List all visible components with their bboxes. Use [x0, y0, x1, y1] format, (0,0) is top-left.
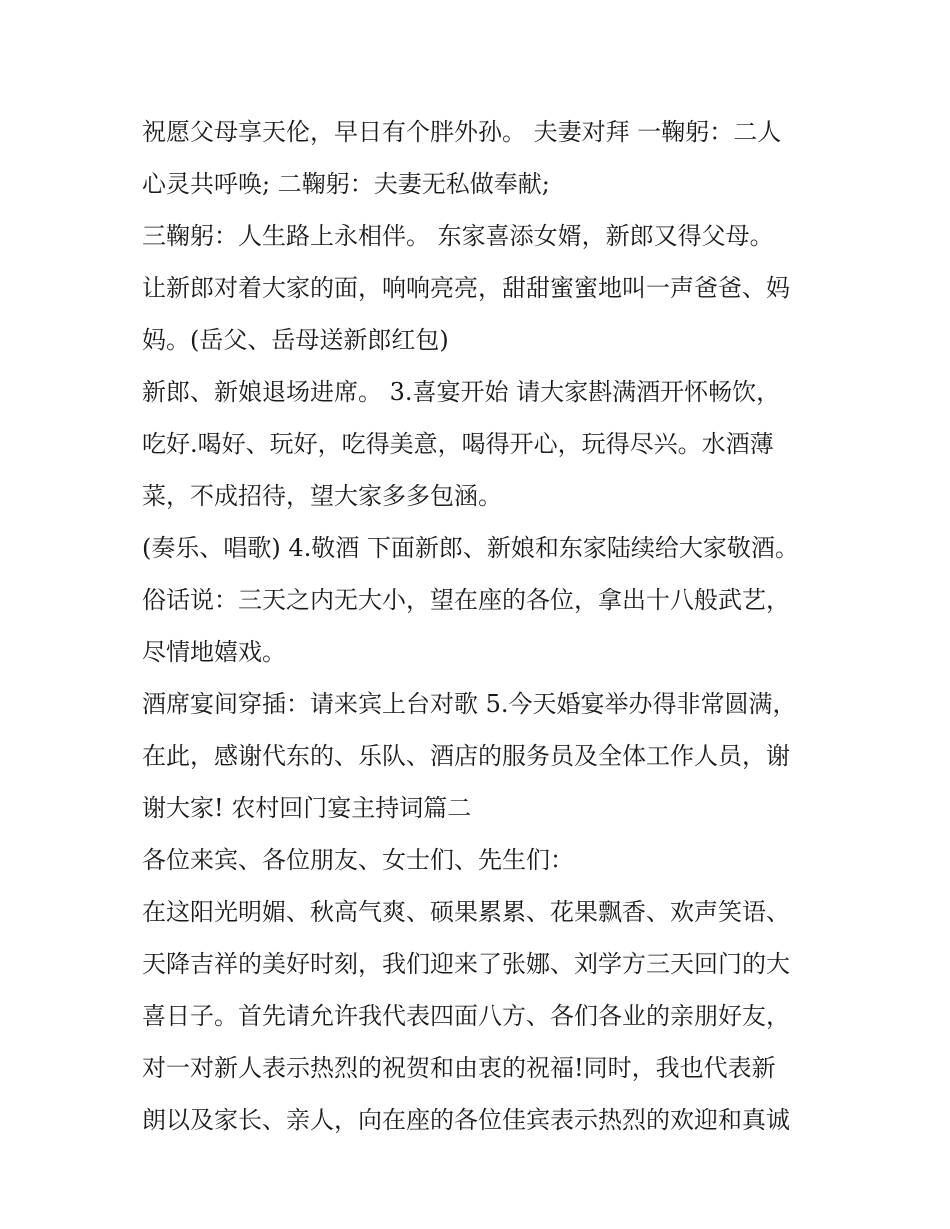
text-line: 谢大家! 农村回门宴主持词篇二 [142, 794, 472, 822]
text-line: 在此，感谢代东的、乐队、酒店的服务员及全体工作人员，谢 [142, 742, 790, 770]
text-line: 在这阳光明媚、秋高气爽、硕果累累、花果飘香、欢声笑语、 [142, 898, 790, 926]
text-line: 吃好.喝好、玩好，吃得美意，喝得开心，玩得尽兴。水酒薄 [142, 430, 774, 458]
text-line: 新郎、新娘退场进席。 3.喜宴开始 请大家斟满酒开怀畅饮， [142, 378, 781, 406]
text-line: 对一对新人表示热烈的祝贺和由衷的祝福!同时，我也代表新 [142, 1054, 776, 1082]
text-line: 喜日子。首先请允许我代表四面八方、各们各业的亲朋好友， [142, 1002, 790, 1030]
text-line: 各位来宾、各位朋友、女士们、先生们： [142, 846, 574, 874]
text-line: 天降吉祥的美好时刻，我们迎来了张娜、刘学方三天回门的大 [142, 950, 790, 978]
text-line: 酒席宴间穿插：请来宾上台对歌 5.今天婚宴举办得非常圆满， [142, 690, 797, 718]
text-line: 妈。(岳父、岳母送新郎红包) [142, 326, 449, 354]
document-body [142, 106, 822, 1146]
text-line: 朗以及家长、亲人，向在座的各位佳宾表示热烈的欢迎和真诚 [142, 1106, 790, 1134]
text-line: (奏乐、唱歌) 4.敬酒 下面新郎、新娘和东家陆续给大家敬酒。 [142, 534, 799, 562]
text-line: 祝愿父母享天伦，早日有个胖外孙。 夫妻对拜 一鞠躬：二人 [142, 118, 782, 146]
text-line: 三鞠躬：人生路上永相伴。 东家喜添女婿，新郎又得父母。 [142, 222, 774, 250]
text-line: 俗话说：三天之内无大小，望在座的各位，拿出十八般武艺， [142, 586, 790, 614]
text-line: 心灵共呼唤; 二鞠躬：夫妻无私做奉献; [142, 170, 550, 198]
text-line: 让新郎对着大家的面，响响亮亮，甜甜蜜蜜地叫一声爸爸、妈 [142, 274, 790, 302]
text-line: 尽情地嬉戏。 [142, 638, 286, 666]
text-line: 菜，不成招待，望大家多多包涵。 [142, 482, 502, 510]
